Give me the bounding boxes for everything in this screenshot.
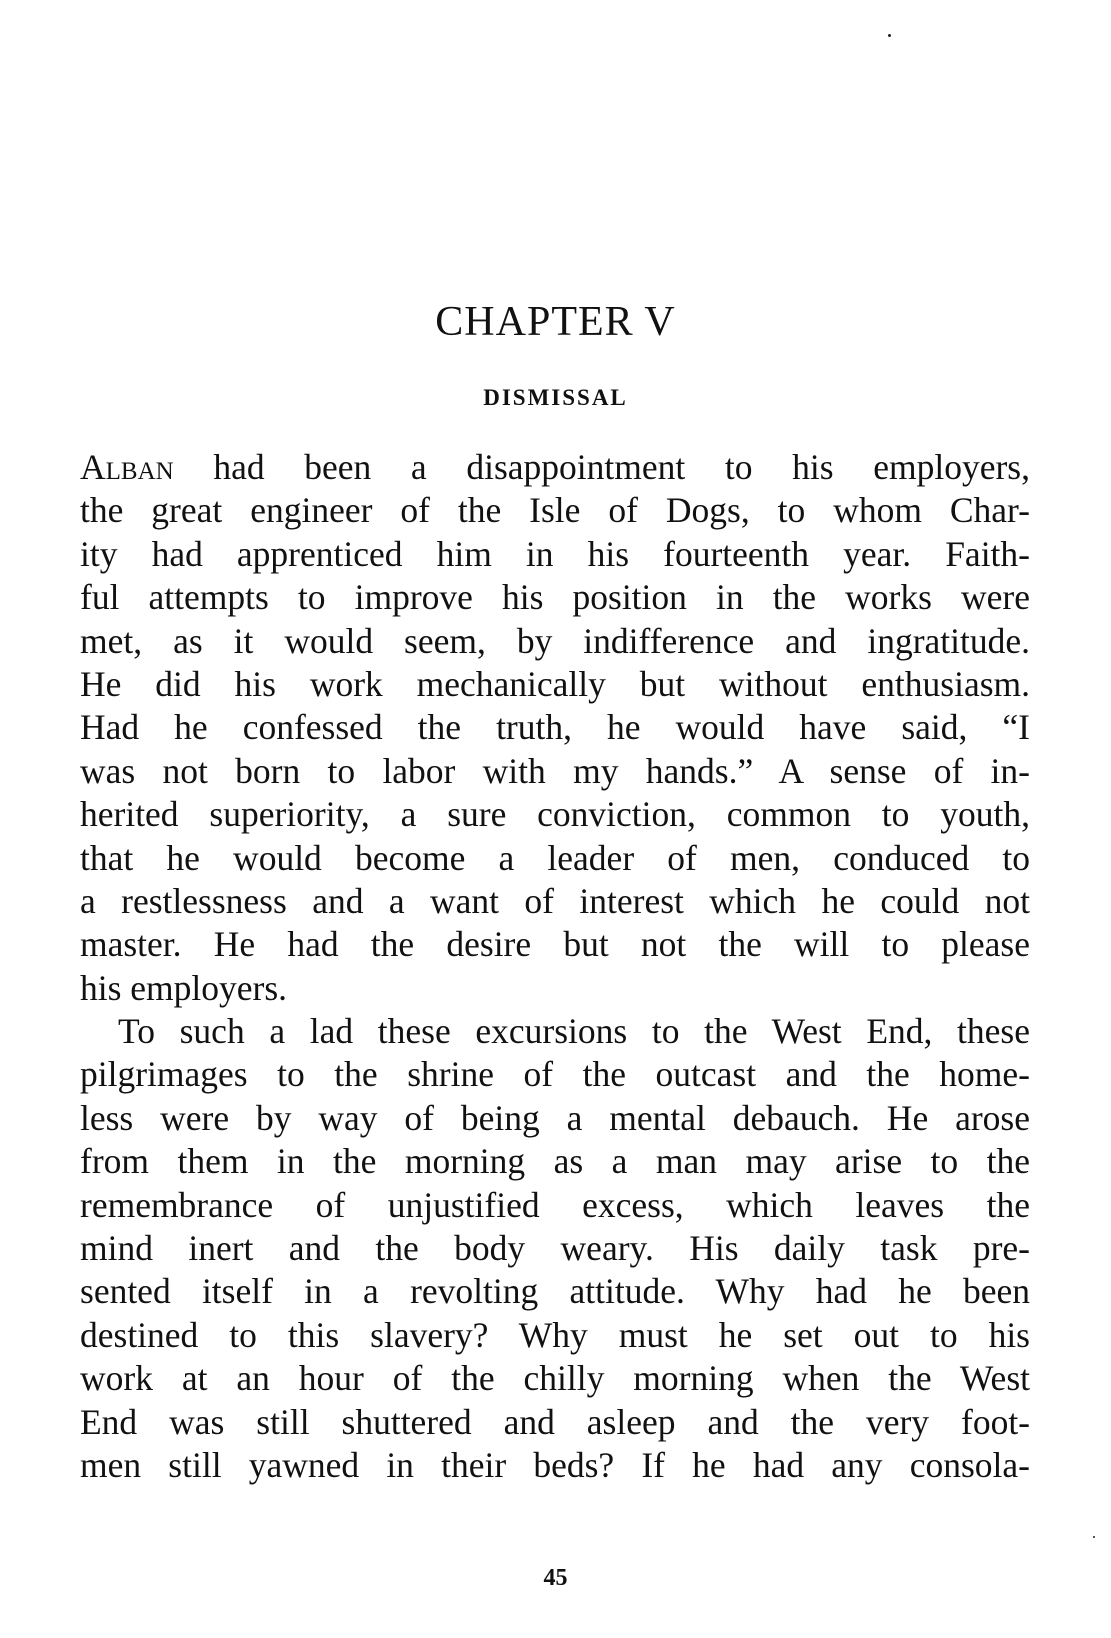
- chapter-subtitle: DISMISSAL: [483, 385, 628, 410]
- body-text: [80, 446, 1030, 1487]
- text-line: less were by way of being a mental debauch. He arose: [80, 1097, 1030, 1138]
- text-line: pilgrimages to the shrine of the outcast and the home-: [80, 1054, 1030, 1095]
- text-line: mind inert and the body weary. His daily task pre-: [80, 1228, 1030, 1269]
- text-line: To such a lad these excursions to the West End, these: [118, 1011, 1030, 1052]
- text-line: herited superiority, a sure conviction, common to youth,: [80, 794, 1030, 835]
- line-text: had been a disappointment to his employers,: [173, 447, 1030, 487]
- page-number: 45: [543, 1565, 568, 1591]
- text-line: was not born to labor with my hands.” A sense of in-: [80, 750, 1030, 791]
- text-line: sented itself in a revolting attitude. Why had he been: [80, 1271, 1030, 1312]
- lead-word: Alban: [80, 447, 174, 487]
- text-line: remembrance of unjustified excess, which leaves the: [80, 1184, 1030, 1225]
- text-line: met, as it would seem, by indifference and ingratitude.: [80, 620, 1030, 661]
- scan-speck: [1093, 1536, 1095, 1538]
- chapter-title: CHAPTER V: [435, 299, 676, 345]
- text-line: a restlessness and a want of interest which he could not: [80, 880, 1030, 921]
- text-line: his employers.: [80, 967, 288, 1008]
- text-line: End was still shuttered and asleep and the very foot-: [80, 1401, 1030, 1442]
- text-line: Had he confessed the truth, he would have said, “I: [80, 707, 1030, 748]
- text-line: work at an hour of the chilly morning when the West: [80, 1358, 1030, 1399]
- text-line: He did his work mechanically but without enthusiasm.: [80, 663, 1030, 704]
- scan-speck: [888, 34, 891, 37]
- text-line: ity had apprenticed him in his fourteenth year. Faith-: [80, 533, 1030, 574]
- text-line: master. He had the desire but not the will to please: [80, 924, 1030, 965]
- text-line: from them in the morning as a man may arise to the: [80, 1141, 1030, 1182]
- text-line: the great engineer of the Isle of Dogs, to whom Char-: [80, 490, 1030, 531]
- text-line: [80, 446, 1030, 489]
- text-line: ful attempts to improve his position in the works were: [80, 577, 1030, 618]
- text-line: that he would become a leader of men, conduced to: [80, 837, 1030, 878]
- text-line: men still yawned in their beds? If he had any consola-: [80, 1444, 1030, 1485]
- text-line: destined to this slavery? Why must he set out to his: [80, 1314, 1030, 1355]
